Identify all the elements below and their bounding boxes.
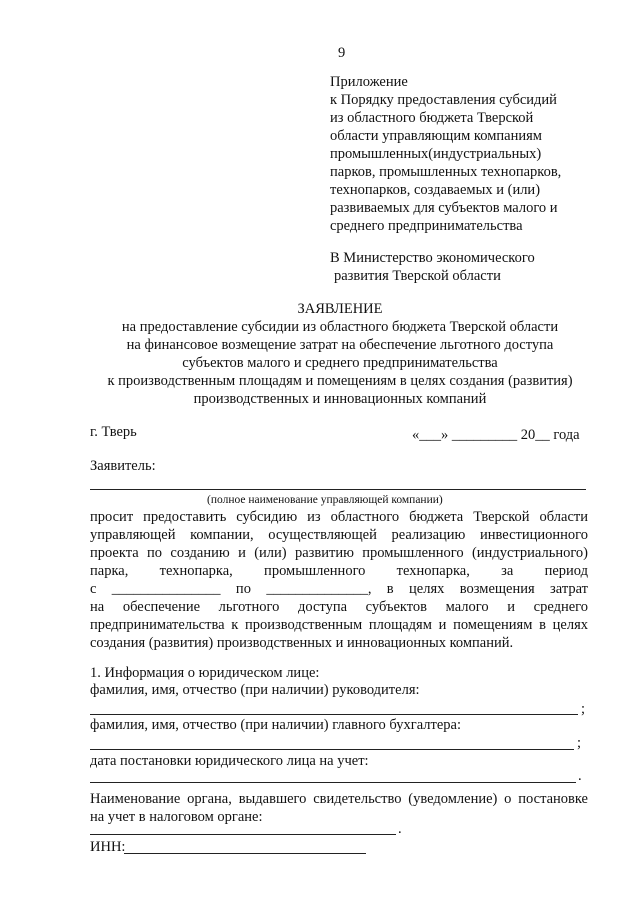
semicolon: ;	[581, 701, 586, 717]
tax-authority-label: Наименование органа, выдавшего свидетельство (уведомление) о постановке	[90, 791, 588, 807]
semicolon: ;	[577, 735, 582, 751]
paragraph-line: на обеспечение льготного доступа субъектов малого и среднего	[90, 599, 588, 615]
paragraph-line: с _______________ по ______________, в целях возмещения затрат	[90, 581, 588, 597]
paragraph-line: парка, технопарка, промышленного технопарка, за период	[90, 563, 588, 579]
date-field[interactable]: «___» _________ 20__ года	[412, 427, 580, 443]
tax-authority-field[interactable]	[90, 834, 396, 835]
accountant-label: фамилия, имя, отчество (при наличии) главного бухгалтера:	[90, 717, 461, 733]
inn-field[interactable]	[124, 853, 366, 854]
appendix-line: технопарков, создаваемых и (или)	[330, 182, 541, 198]
document-title: ЗАЯВЛЕНИЕ	[297, 301, 383, 317]
heading-line: на предоставление субсидии из областного бюджета Тверской области	[121, 319, 559, 335]
paragraph-line: просит предоставить субсидию из областного бюджета Тверской области	[90, 509, 588, 525]
applicant-name-field[interactable]	[90, 489, 586, 490]
appendix-line: области управляющим компаниям	[330, 128, 542, 144]
dot: .	[398, 821, 402, 837]
paragraph-last-line: создания (развития) производственных и инновационных компаний.	[90, 635, 514, 651]
appendix-line: промышленных(индустриальных)	[330, 146, 542, 162]
director-label: фамилия, имя, отчество (при наличии) руководителя:	[90, 682, 420, 698]
applicant-caption: (полное наименование управляющей компании)	[207, 494, 443, 506]
registration-date-label: дата постановки юридического лица на учет:	[90, 753, 369, 769]
paragraph-line: проекта по созданию и (или) развитию промышленного (индустриального)	[90, 545, 588, 561]
director-name-field[interactable]	[90, 714, 578, 715]
heading-line: производственных и инновационных компаний	[193, 391, 487, 407]
appendix-line: развиваемых для субъектов малого и	[330, 200, 558, 216]
paragraph-line: управляющей компании, осуществляющей реализацию инвестиционного	[90, 527, 588, 543]
accountant-name-field[interactable]	[90, 749, 574, 750]
tax-authority-label-2: на учет в налоговом органе:	[90, 809, 263, 825]
addressee-line-2: развития Тверской области	[334, 268, 501, 284]
registration-date-field[interactable]	[90, 782, 576, 783]
appendix-line: к Порядку предоставления субсидий	[330, 92, 557, 108]
appendix-line: парков, промышленных технопарков,	[330, 164, 562, 180]
heading-line: к производственным площадям и помещениям в целях создания (развития)	[107, 373, 573, 389]
applicant-label: Заявитель:	[90, 458, 156, 474]
paragraph-line: предпринимательства к производственным площадям и помещениям в целях	[90, 617, 588, 633]
page-number: 9	[338, 45, 346, 61]
appendix-title: Приложение	[330, 74, 408, 90]
heading-line: субъектов малого и среднего предпринимательства	[182, 355, 498, 371]
section-1-title: 1. Информация о юридическом лице:	[90, 665, 320, 681]
dot: .	[578, 768, 582, 784]
heading-line: на финансовое возмещение затрат на обеспечение льготного доступа	[126, 337, 554, 353]
appendix-line: среднего предпринимательства	[330, 218, 523, 234]
addressee-line-1: В Министерство экономического	[330, 250, 535, 266]
place: г. Тверь	[90, 424, 137, 440]
inn-label: ИНН:	[90, 839, 126, 855]
appendix-line: из областного бюджета Тверской	[330, 110, 534, 126]
